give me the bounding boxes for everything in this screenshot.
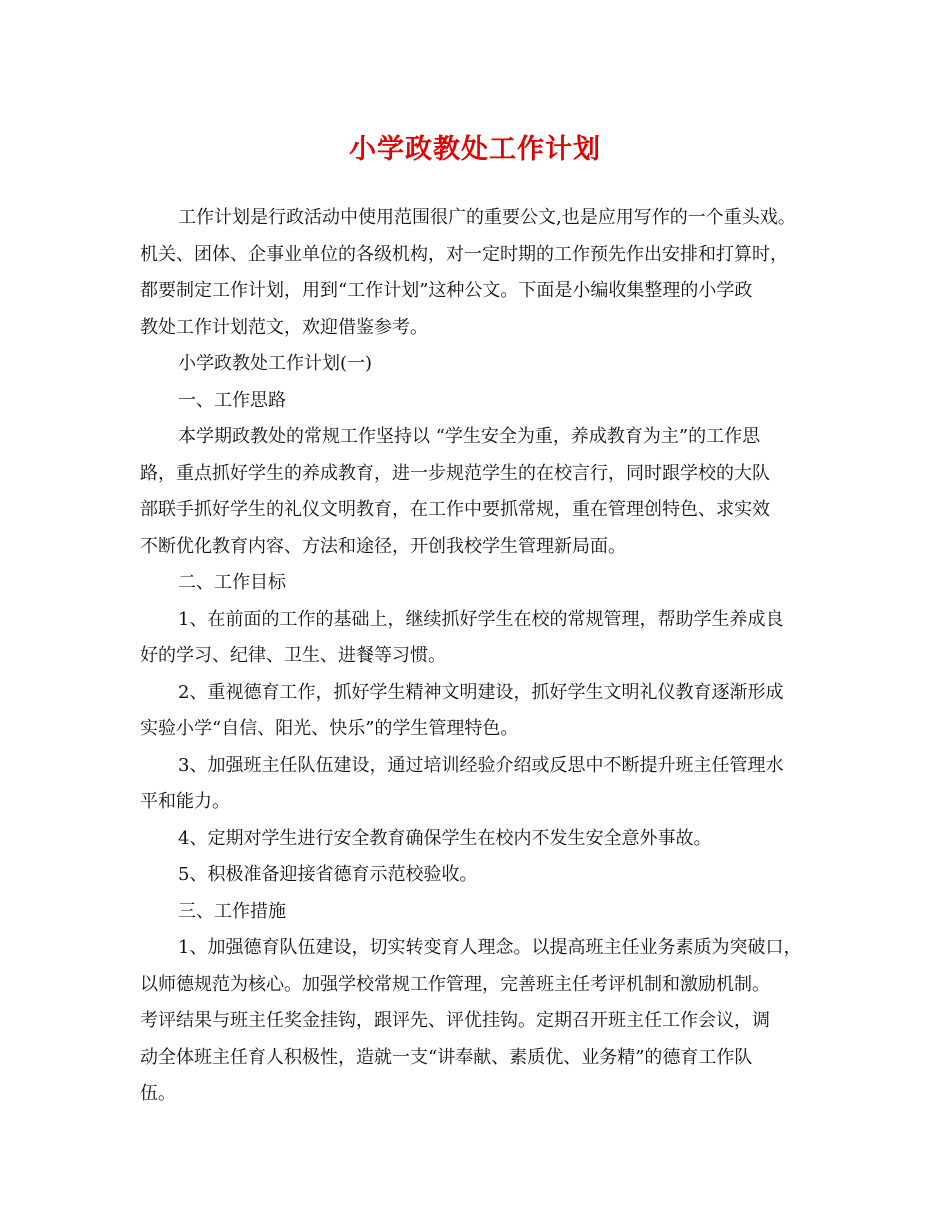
text-line: 动全体班主任育人积极性，造就一支“讲奉献、素质优、业务精”的德育工作队 [140, 1046, 753, 1068]
paragraph [140, 894, 820, 931]
text-line: 二、工作目标 [178, 572, 286, 593]
paragraph [140, 419, 820, 565]
text-line: 三、工作措施 [178, 900, 286, 922]
text-line: 本学期政教处的常规工作坚持以 “学生安全为重，养成教育为主”的工作思 [178, 426, 761, 447]
paragraph [140, 821, 820, 858]
paragraph [140, 602, 820, 675]
text-line: 部联手抓好学生的礼仪文明教育，在工作中要抓常规，重在管理创特色、求实效 [140, 499, 770, 520]
paragraph [140, 200, 820, 346]
text-line: 2、重视德育工作，抓好学生精神文明建设，抓好学生文明礼仪教育逐渐形成 [178, 681, 784, 703]
paragraph [140, 675, 820, 748]
paragraph [140, 857, 820, 894]
text-line: 不断优化教育内容、方法和途径，开创我校学生管理新局面。 [140, 535, 626, 557]
text-line: 机关、团体、企事业单位的各级机构，对一定时期的工作预先作出安排和打算时， [140, 243, 788, 265]
text-line: 5、积极准备迎接省德育示范校验收。 [178, 864, 478, 885]
paragraph [140, 565, 820, 602]
text-line: 1、加强德育队伍建设，切实转变育人理念。以提高班主任业务素质为突破口， [178, 937, 802, 958]
text-line: 3、加强班主任队伍建设，通过培训经验介绍或反思中不断提升班主任管理水 [178, 754, 784, 776]
text-line: 1、在前面的工作的基础上，继续抓好学生在校的常规管理，帮助学生养成良 [178, 608, 784, 630]
text-line: 教处工作计划范文，欢迎借鉴参考。 [140, 316, 428, 338]
text-line: 一、工作思路 [178, 389, 286, 411]
paragraph [140, 748, 820, 821]
paragraph [140, 930, 820, 1113]
document-title: 小学政教处工作计划 [349, 134, 601, 165]
text-line: 伍。 [140, 1083, 176, 1104]
text-line: 工作计划是行政活动中使用范围很广的重要公文,也是应用写作的一个重头戏。 [178, 207, 796, 228]
text-line: 都要制定工作计划，用到“工作计划”这种公文。下面是小编收集整理的小学政 [140, 280, 753, 301]
text-line: 路，重点抓好学生的养成教育，进一步规范学生的在校言行，同时跟学校的大队 [140, 462, 770, 484]
text-line: 以师德规范为核心。加强学校常规工作管理，完善班主任考评机制和激励机制。 [140, 973, 770, 995]
paragraph [140, 346, 820, 383]
document-body [140, 200, 820, 1113]
text-line: 实验小学“自信、阳光、快乐”的学生管理特色。 [140, 718, 519, 739]
text-line: 好的学习、纪律、卫生、进餐等习惯。 [140, 645, 446, 666]
text-line: 4、定期对学生进行安全教育确保学生在校内不发生安全意外事故。 [178, 827, 712, 849]
paragraph [140, 383, 820, 420]
text-line: 平和能力。 [140, 791, 230, 812]
text-line: 小学政教处工作计划(一) [178, 353, 373, 374]
text-line: 考评结果与班主任奖金挂钩，跟评先、评优挂钩。定期召开班主任工作会议，调 [140, 1010, 770, 1031]
